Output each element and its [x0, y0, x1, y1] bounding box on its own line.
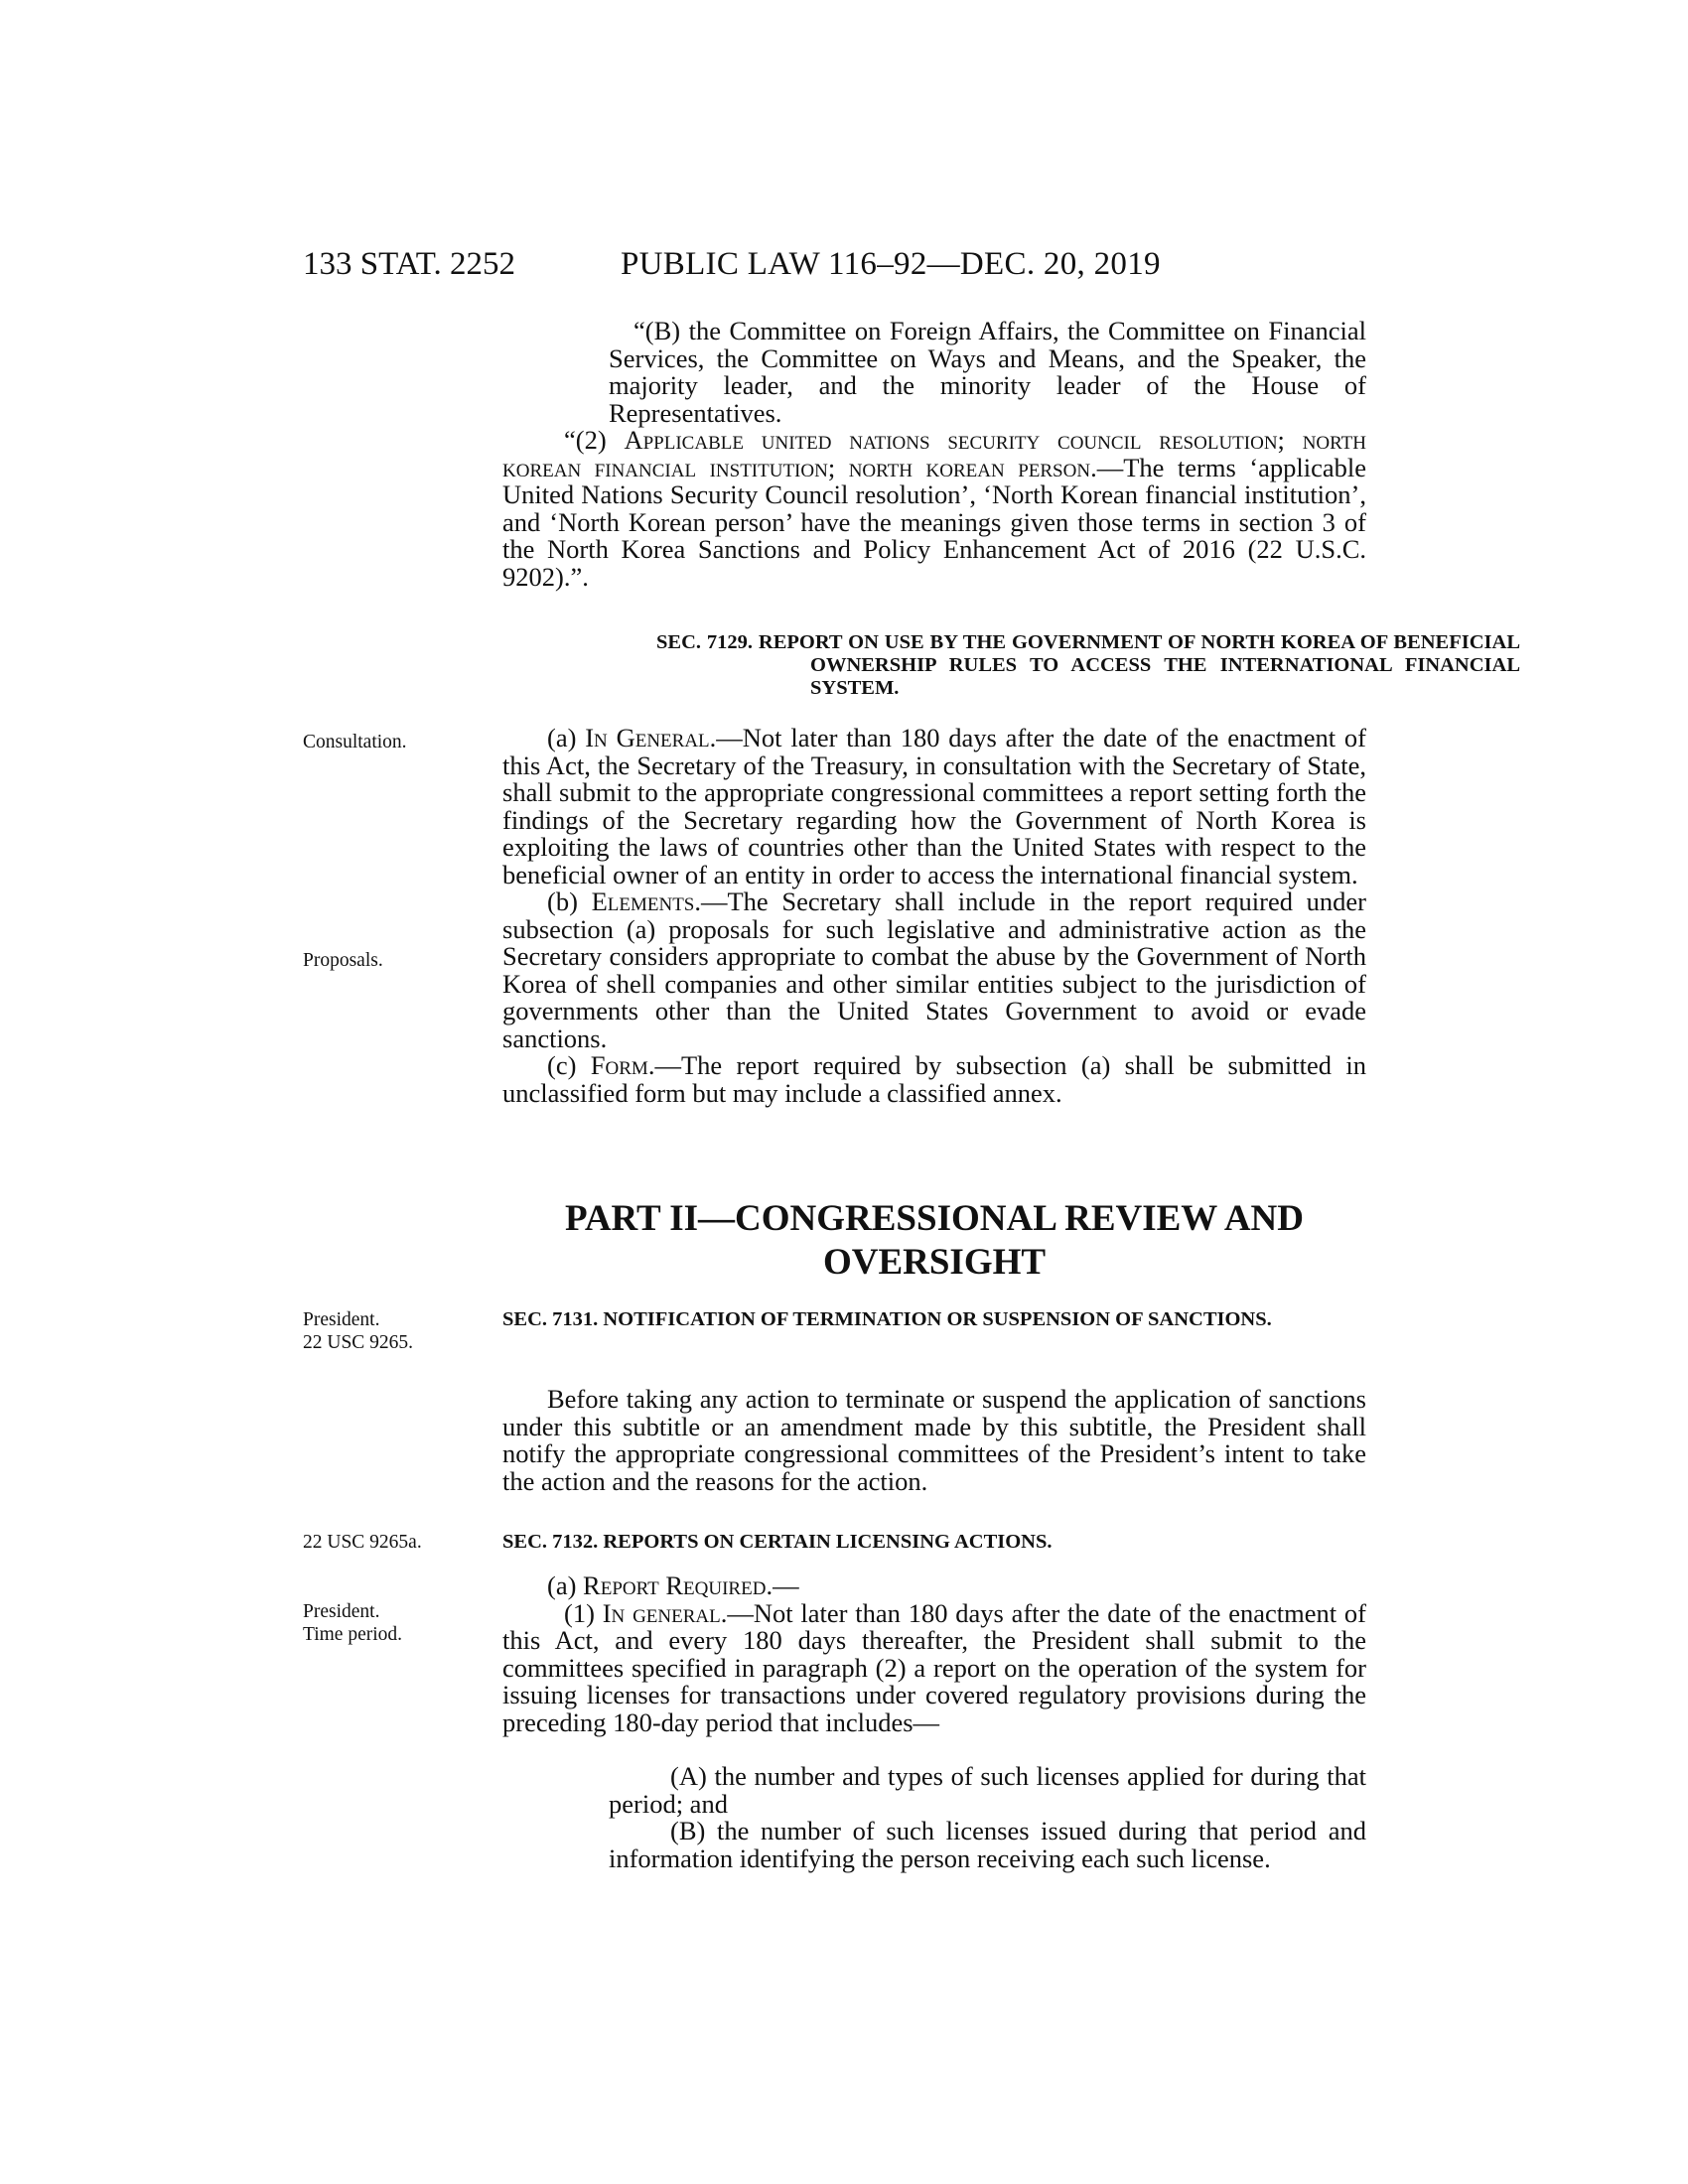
p2-text: .—The terms ‘applicable United Nations Security Council resolution’, ‘North Korean financial institution’, and ‘North Korean person’ have the meanings given those terms in section 3 of the North Korea Sanctions and Policy Enhancement Act of 2016 (22 U.S.C. 9202).”. — [502, 452, 1366, 592]
sec-7132-subparagraphs — [609, 1763, 1366, 1872]
sec-7129-b-heading: Elements — [591, 887, 695, 916]
sec-7132-a-1: (1) In general.—Not later than 180 days after the date of the enactment of this Act, and every 180 days thereafter, the President shall submit to the committees specified in paragraph (2) a report on the operation of the system for issuing licenses for transactions under covered regulatory provisions during the preceding 180-day period that includes— — [502, 1597, 1366, 1737]
margin-note-president-2: President. — [303, 1601, 380, 1622]
sec-7132-body — [502, 1572, 1366, 1736]
p2-heading: Applicable united nations security council resolution; north korean financial institution; north korean person — [502, 425, 1366, 482]
p2-lead: “(2) — [564, 425, 625, 455]
sec-7131-body — [502, 1386, 1366, 1495]
sec-7129-heading: SEC. 7129. REPORT ON USE BY THE GOVERNMENT OF NORTH KOREA OF BENEFICIAL OWNERSHIP RULES TO ACCESS THE INTERNATIONAL FINANCIAL SYSTEM. — [656, 631, 1520, 699]
intro-b-text: “(B) the Committee on Foreign Affairs, the Committee on Financial Services, the Committee on Ways and Means, and the Speaker, the majority leader, and the minority leader of the House of Representatives. — [609, 316, 1366, 428]
sec-7132-a-1-A: (A) the number and types of such licenses applied for during that period; and — [609, 1761, 1366, 1819]
sec-7129-c: (c) Form.—The report required by subsection (a) shall be submitted in unclassified form but may include a classified annex. — [502, 1050, 1366, 1108]
sec-7129-body — [502, 725, 1366, 1107]
sec-7132-heading: SEC. 7132. REPORTS ON CERTAIN LICENSING ACTIONS. — [502, 1531, 1053, 1553]
margin-note-proposals: Proposals. — [303, 950, 383, 971]
intro-paragraph-2 — [502, 427, 1366, 591]
part-2-heading-line-1: PART II—CONGRESSIONAL REVIEW AND — [564, 1198, 1304, 1239]
public-law-title: PUBLIC LAW 116–92—DEC. 20, 2019 — [621, 246, 1161, 282]
sec-7131-heading: SEC. 7131. NOTIFICATION OF TERMINATION OR SUSPENSION OF SANCTIONS. — [502, 1308, 1272, 1330]
page-header — [303, 246, 1361, 290]
intro-b-item — [609, 318, 1366, 427]
sec-7129-a-heading: In General — [585, 723, 710, 752]
margin-note-time-period: Time period. — [303, 1624, 403, 1645]
sec-7129-c-heading: Form — [590, 1050, 648, 1080]
sec-7132-a-1-B: (B) the number of such licenses issued during that period and information identifying the person receiving each such license. — [609, 1816, 1366, 1873]
part-2-heading — [502, 1197, 1366, 1285]
margin-note-president-1: President. — [303, 1309, 380, 1330]
sec-7129-a: (a) In General.—Not later than 180 days after the date of the enactment of this Act, the Secretary of the Treasury, in consultation with the Secretary of State, shall submit to the appropriate congressional committees a report setting forth the findings of the Secretary regarding how the Government of North Korea is exploiting the laws of countries other than the United States with respect to the beneficial owner of an entity in order to access the international financial system. — [502, 723, 1366, 889]
stat-page-number: 133 STAT. 2252 — [303, 246, 516, 282]
sec-7132-a: (a) Report Required.— — [547, 1570, 799, 1600]
sec-7132-a-1-heading: In general — [602, 1597, 721, 1628]
part-2-heading-line-2: OVERSIGHT — [822, 1242, 1047, 1283]
sec-7132-a-heading: Report Required — [583, 1570, 767, 1600]
sec-7131-text: Before taking any action to terminate or suspend the application of sanctions under this subtitle or an amendment made by this subtitle, the President shall notify the appropriate congressional committees of the President’s intent to take the action and the reasons for the action. — [502, 1384, 1366, 1496]
margin-note-usc-9265: 22 USC 9265. — [303, 1332, 414, 1353]
margin-note-usc-9265a: 22 USC 9265a. — [303, 1532, 422, 1553]
margin-note-consultation: Consultation. — [303, 732, 407, 752]
sec-7129-b: (b) Elements.—The Secretary shall include in the report required under subsection (a) proposals for such legislative and administrative action as the Secretary considers appropriate to combat the abuse by the Government of North Korea of shell companies and other similar entities subject to the jurisdiction of governments other than the United States Government to avoid or evade sanctions. — [502, 887, 1366, 1053]
